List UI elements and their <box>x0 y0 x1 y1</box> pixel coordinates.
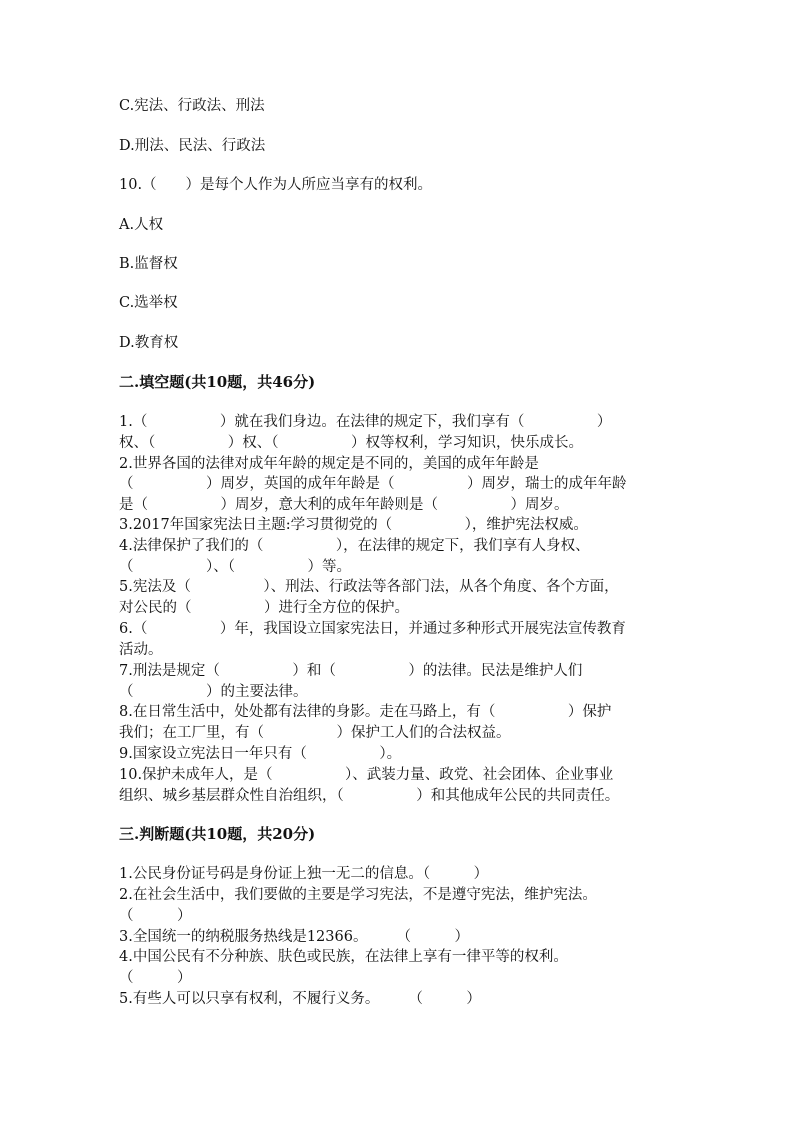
fill-blank-line: （ ）的主要法律。 <box>119 684 308 700</box>
fill-blank-line: 活动。 <box>119 642 163 658</box>
fill-blank-line: （ ）周岁，英国的成年年龄是（ ）周岁，瑞士的成年年龄 <box>119 476 627 492</box>
fill-blank-line: 6.（ ）年，我国设立国家宪法日，并通过多种形式开展宪法宣传教育 <box>119 621 626 637</box>
fill-blank-line: 5.宪法及（ ）、刑法、行政法等各部门法，从各个角度、各个方面， <box>119 579 619 595</box>
fill-blank-line: 组织、城乡基层群众性自治组织，（ ）和其他成年公民的共同责任。 <box>119 788 620 804</box>
fill-blank-line: （ ）、（ ）等。 <box>119 559 351 575</box>
fill-blank-line: 9.国家设立宪法日一年只有（ ）。 <box>119 746 402 762</box>
choice-option-10a: A.人权 <box>119 217 164 233</box>
section-heading-fill-blank: 二.填空题(共10题，共46分) <box>119 373 316 391</box>
fill-blank-line: 8.在日常生活中，处处都有法律的身影。走在马路上，有（ ）保护 <box>119 704 612 720</box>
choice-option-9d: D.刑法、民法、行政法 <box>119 138 266 154</box>
fill-blank-line: 1.（ ）就在我们身边。在法律的规定下，我们享有（ ） <box>119 414 612 430</box>
section-heading-true-false: 三.判断题(共10题，共20分) <box>119 825 316 843</box>
true-false-line: 5.有些人可以只享有权利，不履行义务。 （ ） <box>119 991 481 1007</box>
fill-blank-line: 我们；在工厂里，有（ ）保护工人们的合法权益。 <box>119 725 511 741</box>
true-false-line: 4.中国公民有不分种族、肤色或民族，在法律上享有一律平等的权利。 <box>119 949 568 965</box>
choice-option-10b: B.监督权 <box>119 256 178 272</box>
fill-blank-line: 10.保护未成年人，是（ ）、武装力量、政党、社会团体、企业事业 <box>119 767 614 783</box>
true-false-line: 1.公民身份证号码是身份证上独一无二的信息。（ ） <box>119 866 489 882</box>
fill-blank-line: 3.2017年国家宪法日主题:学习贯彻党的（ ），维护宪法权威。 <box>119 517 588 533</box>
choice-option-9c: C.宪法、行政法、刑法 <box>119 98 265 114</box>
true-false-line: （ ） <box>119 970 192 986</box>
fill-blank-line: 2.世界各国的法律对成年年龄的规定是不同的，美国的成年年龄是 <box>119 456 539 472</box>
fill-blank-line: 权、（ ）权、（ ）权等权利，学习知识，快乐成长。 <box>119 435 583 451</box>
choice-option-10d: D.教育权 <box>119 335 179 351</box>
fill-blank-line: 7.刑法是规定（ ）和（ ）的法律。民法是维护人们 <box>119 663 583 679</box>
true-false-line: 3.全国统一的纳税服务热线是12366。 （ ） <box>119 929 469 945</box>
fill-blank-line: 是（ ）周岁，意大利的成年年龄则是（ ）周岁。 <box>119 497 569 513</box>
fill-blank-line: 对公民的（ ）进行全方位的保护。 <box>119 600 409 616</box>
choice-option-10c: C.选举权 <box>119 295 178 311</box>
fill-blank-line: 4.法律保护了我们的（ ），在法律的规定下，我们享有人身权、 <box>119 538 590 554</box>
true-false-line: 2.在社会生活中，我们要做的主要是学习宪法，不是遵守宪法，维护宪法。 <box>119 887 597 903</box>
true-false-line: （ ） <box>119 908 192 924</box>
choice-question-10: 10.（ ）是每个人作为人所应当享有的权利。 <box>119 177 433 193</box>
